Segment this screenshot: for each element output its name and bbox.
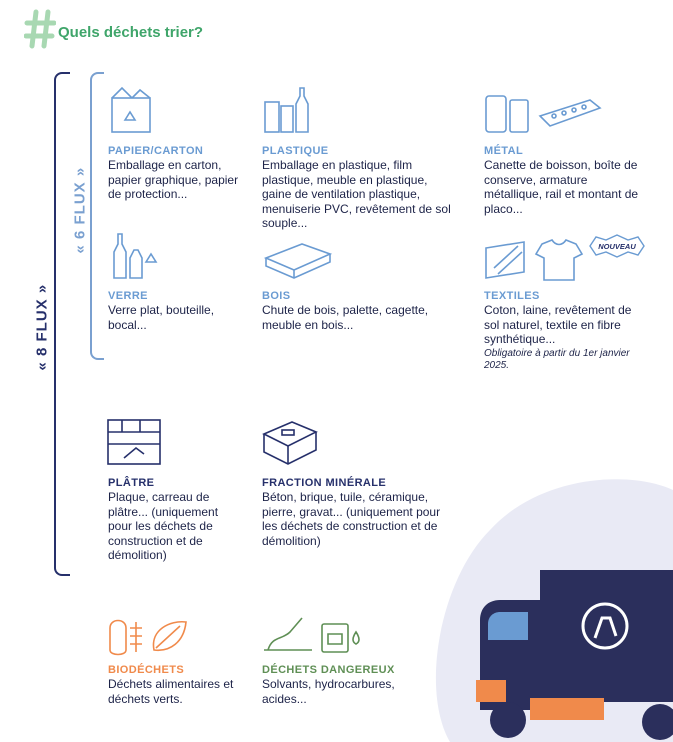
svg-text:NOUVEAU: NOUVEAU xyxy=(598,242,636,251)
apple-fish-leaf-icon xyxy=(106,616,190,656)
category-description: Béton, brique, tuile, céramique, pierre, gravat... (uniquement pour les déchets de construction et de démolition) xyxy=(262,490,441,548)
box-recycle-icon xyxy=(108,84,154,136)
category-description: Déchets alimentaires et déchets verts. xyxy=(108,677,234,706)
category-description: Verre plat, bouteille, bocal... xyxy=(108,303,215,332)
new-badge xyxy=(586,234,648,258)
brick-icon xyxy=(262,418,318,468)
category-papier-carton xyxy=(108,145,248,202)
tshirt-icon xyxy=(484,238,588,284)
six-flux-label: « 6 FLUX » xyxy=(71,166,89,254)
category-description: Emballage en carton, papier graphique, papier de protection... xyxy=(108,158,239,202)
eight-flux-bracket xyxy=(54,72,70,576)
category-verre xyxy=(108,290,248,332)
category-description: Canette de boisson, boîte de conserve, armature métallique, rail et montant de placo... xyxy=(484,158,639,216)
pallet-icon xyxy=(262,240,334,280)
category-note: Obligatoire à partir du 1er janvier 2025. xyxy=(484,347,630,371)
category-description: Chute de bois, palette, cagette, meuble en bois... xyxy=(262,303,429,332)
category-textiles xyxy=(484,290,644,372)
category-description: Solvants, hydrocarbures, acides... xyxy=(262,677,395,706)
category-name: BIODÉCHETS xyxy=(108,664,185,676)
category-biodechets xyxy=(108,664,248,706)
page-title: Quels déchets trier? xyxy=(58,24,204,41)
category-name: PAPIER/CARTON xyxy=(108,145,204,157)
category-name: FRACTION MINÉRALE xyxy=(262,477,387,489)
category-platre xyxy=(108,477,240,563)
category-description: Coton, laine, revêtement de sol naturel, textile en fibre synthétique... xyxy=(484,303,632,347)
bottles-icon xyxy=(262,84,318,136)
category-name: VERRE xyxy=(108,290,148,302)
category-bois xyxy=(262,290,452,332)
category-name: MÉTAL xyxy=(484,145,524,157)
six-flux-bracket xyxy=(90,72,104,360)
category-description: Emballage en plastique, film plastique, meuble en plastique, gaine de ventilation plastique, menuiserie PVC, revêtement de sol souple... xyxy=(262,158,451,231)
category-plastique xyxy=(262,145,452,231)
category-metal xyxy=(484,145,644,216)
plaster-icon xyxy=(106,418,162,468)
category-name: TEXTILES xyxy=(484,290,540,302)
hash-icon xyxy=(24,8,56,50)
category-dechets-dangereux xyxy=(262,664,422,706)
category-name: PLÂTRE xyxy=(108,477,155,489)
category-name: DÉCHETS DANGEREUX xyxy=(262,664,395,676)
category-fraction-minerale xyxy=(262,477,447,548)
glass-bottles-icon xyxy=(108,232,158,282)
cans-rail-icon xyxy=(484,90,604,136)
category-description: Plaque, carreau de plâtre... (uniquement pour les déchets de construction et de démolition) xyxy=(108,490,219,563)
chemicals-icon xyxy=(262,610,366,656)
garbage-truck-illustration xyxy=(470,560,673,742)
category-name: PLASTIQUE xyxy=(262,145,329,157)
eight-flux-label: « 8 FLUX » xyxy=(33,283,51,371)
category-name: BOIS xyxy=(262,290,291,302)
